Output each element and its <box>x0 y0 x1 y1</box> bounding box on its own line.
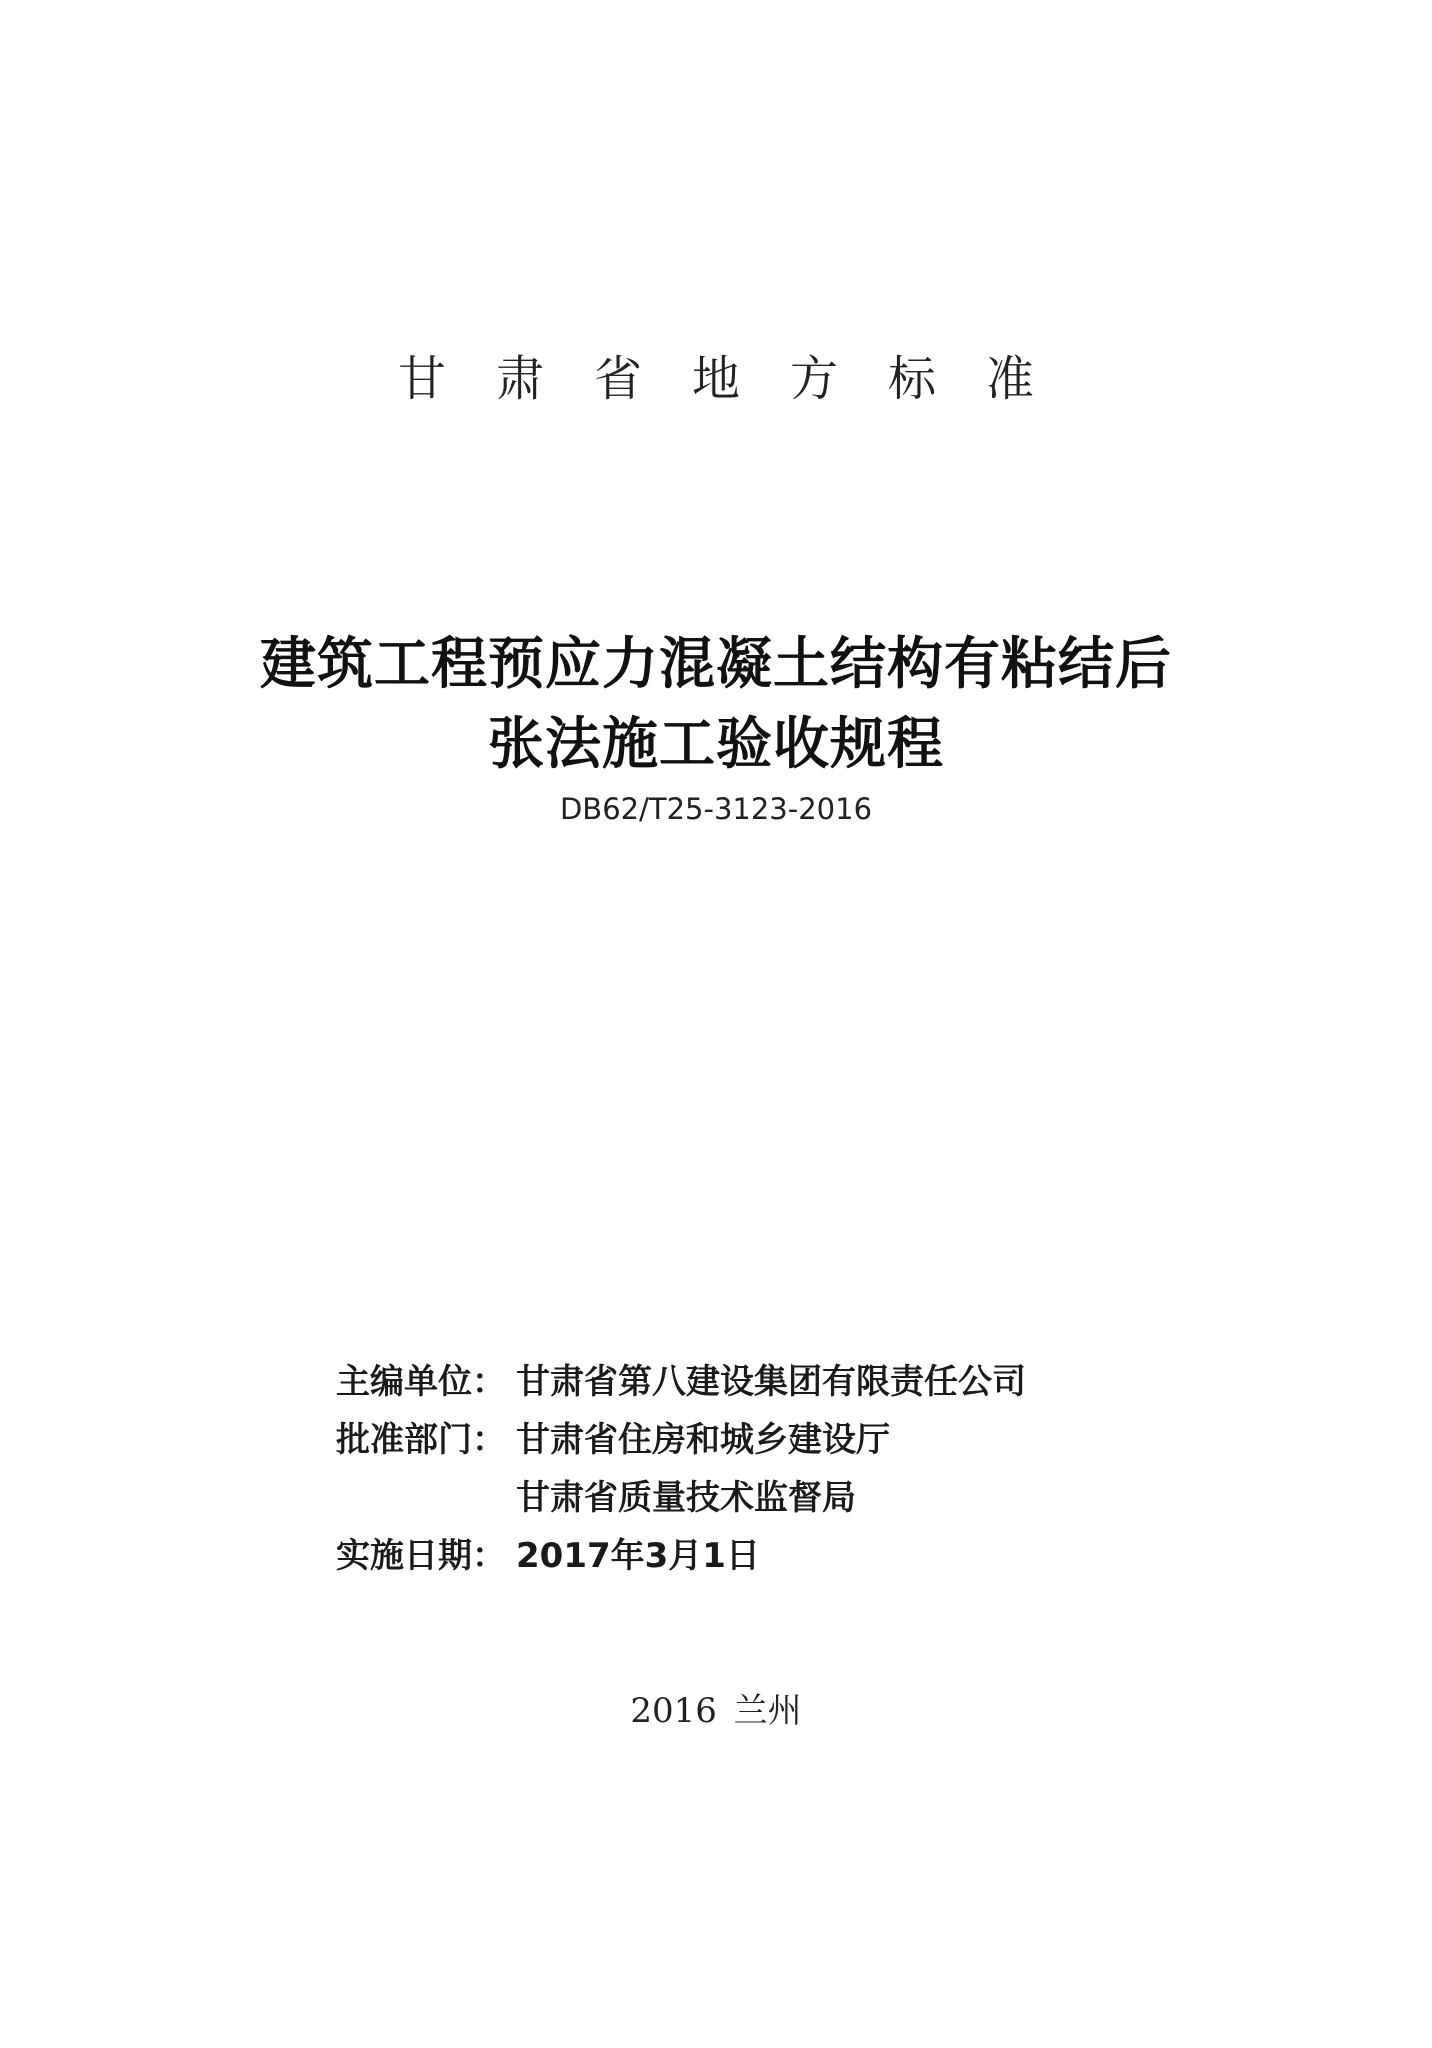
document-title-line-1: 建筑工程预应力混凝土结构有粘结后 <box>260 632 1172 697</box>
standard-code: DB62/T25-3123-2016 <box>559 792 873 826</box>
effective-date-value: 2017年3月1日 <box>516 1536 760 1576</box>
editor-label: 主编单位： <box>336 1362 506 1402</box>
editor-value: 甘肃省第八建设集团有限责任公司 <box>516 1362 1026 1402</box>
editor-row <box>336 1353 1026 1411</box>
approval-value-2: 甘肃省质量技术监督局 <box>516 1478 856 1518</box>
publication-year-place: 2016 兰州 <box>630 1691 802 1731</box>
approval-label: 批准部门： <box>336 1420 506 1460</box>
document-info-block <box>336 1353 1026 1585</box>
document-title-line-2: 张法施工验收规程 <box>488 712 944 777</box>
approval-row-continued <box>336 1469 1026 1527</box>
effective-date-label: 实施日期： <box>336 1536 506 1576</box>
standard-category-header: 甘肃省地方标准 <box>397 351 1084 407</box>
approval-value-1: 甘肃省住房和城乡建设厅 <box>516 1420 890 1460</box>
approval-row <box>336 1411 1026 1469</box>
effective-date-row <box>336 1527 1026 1585</box>
